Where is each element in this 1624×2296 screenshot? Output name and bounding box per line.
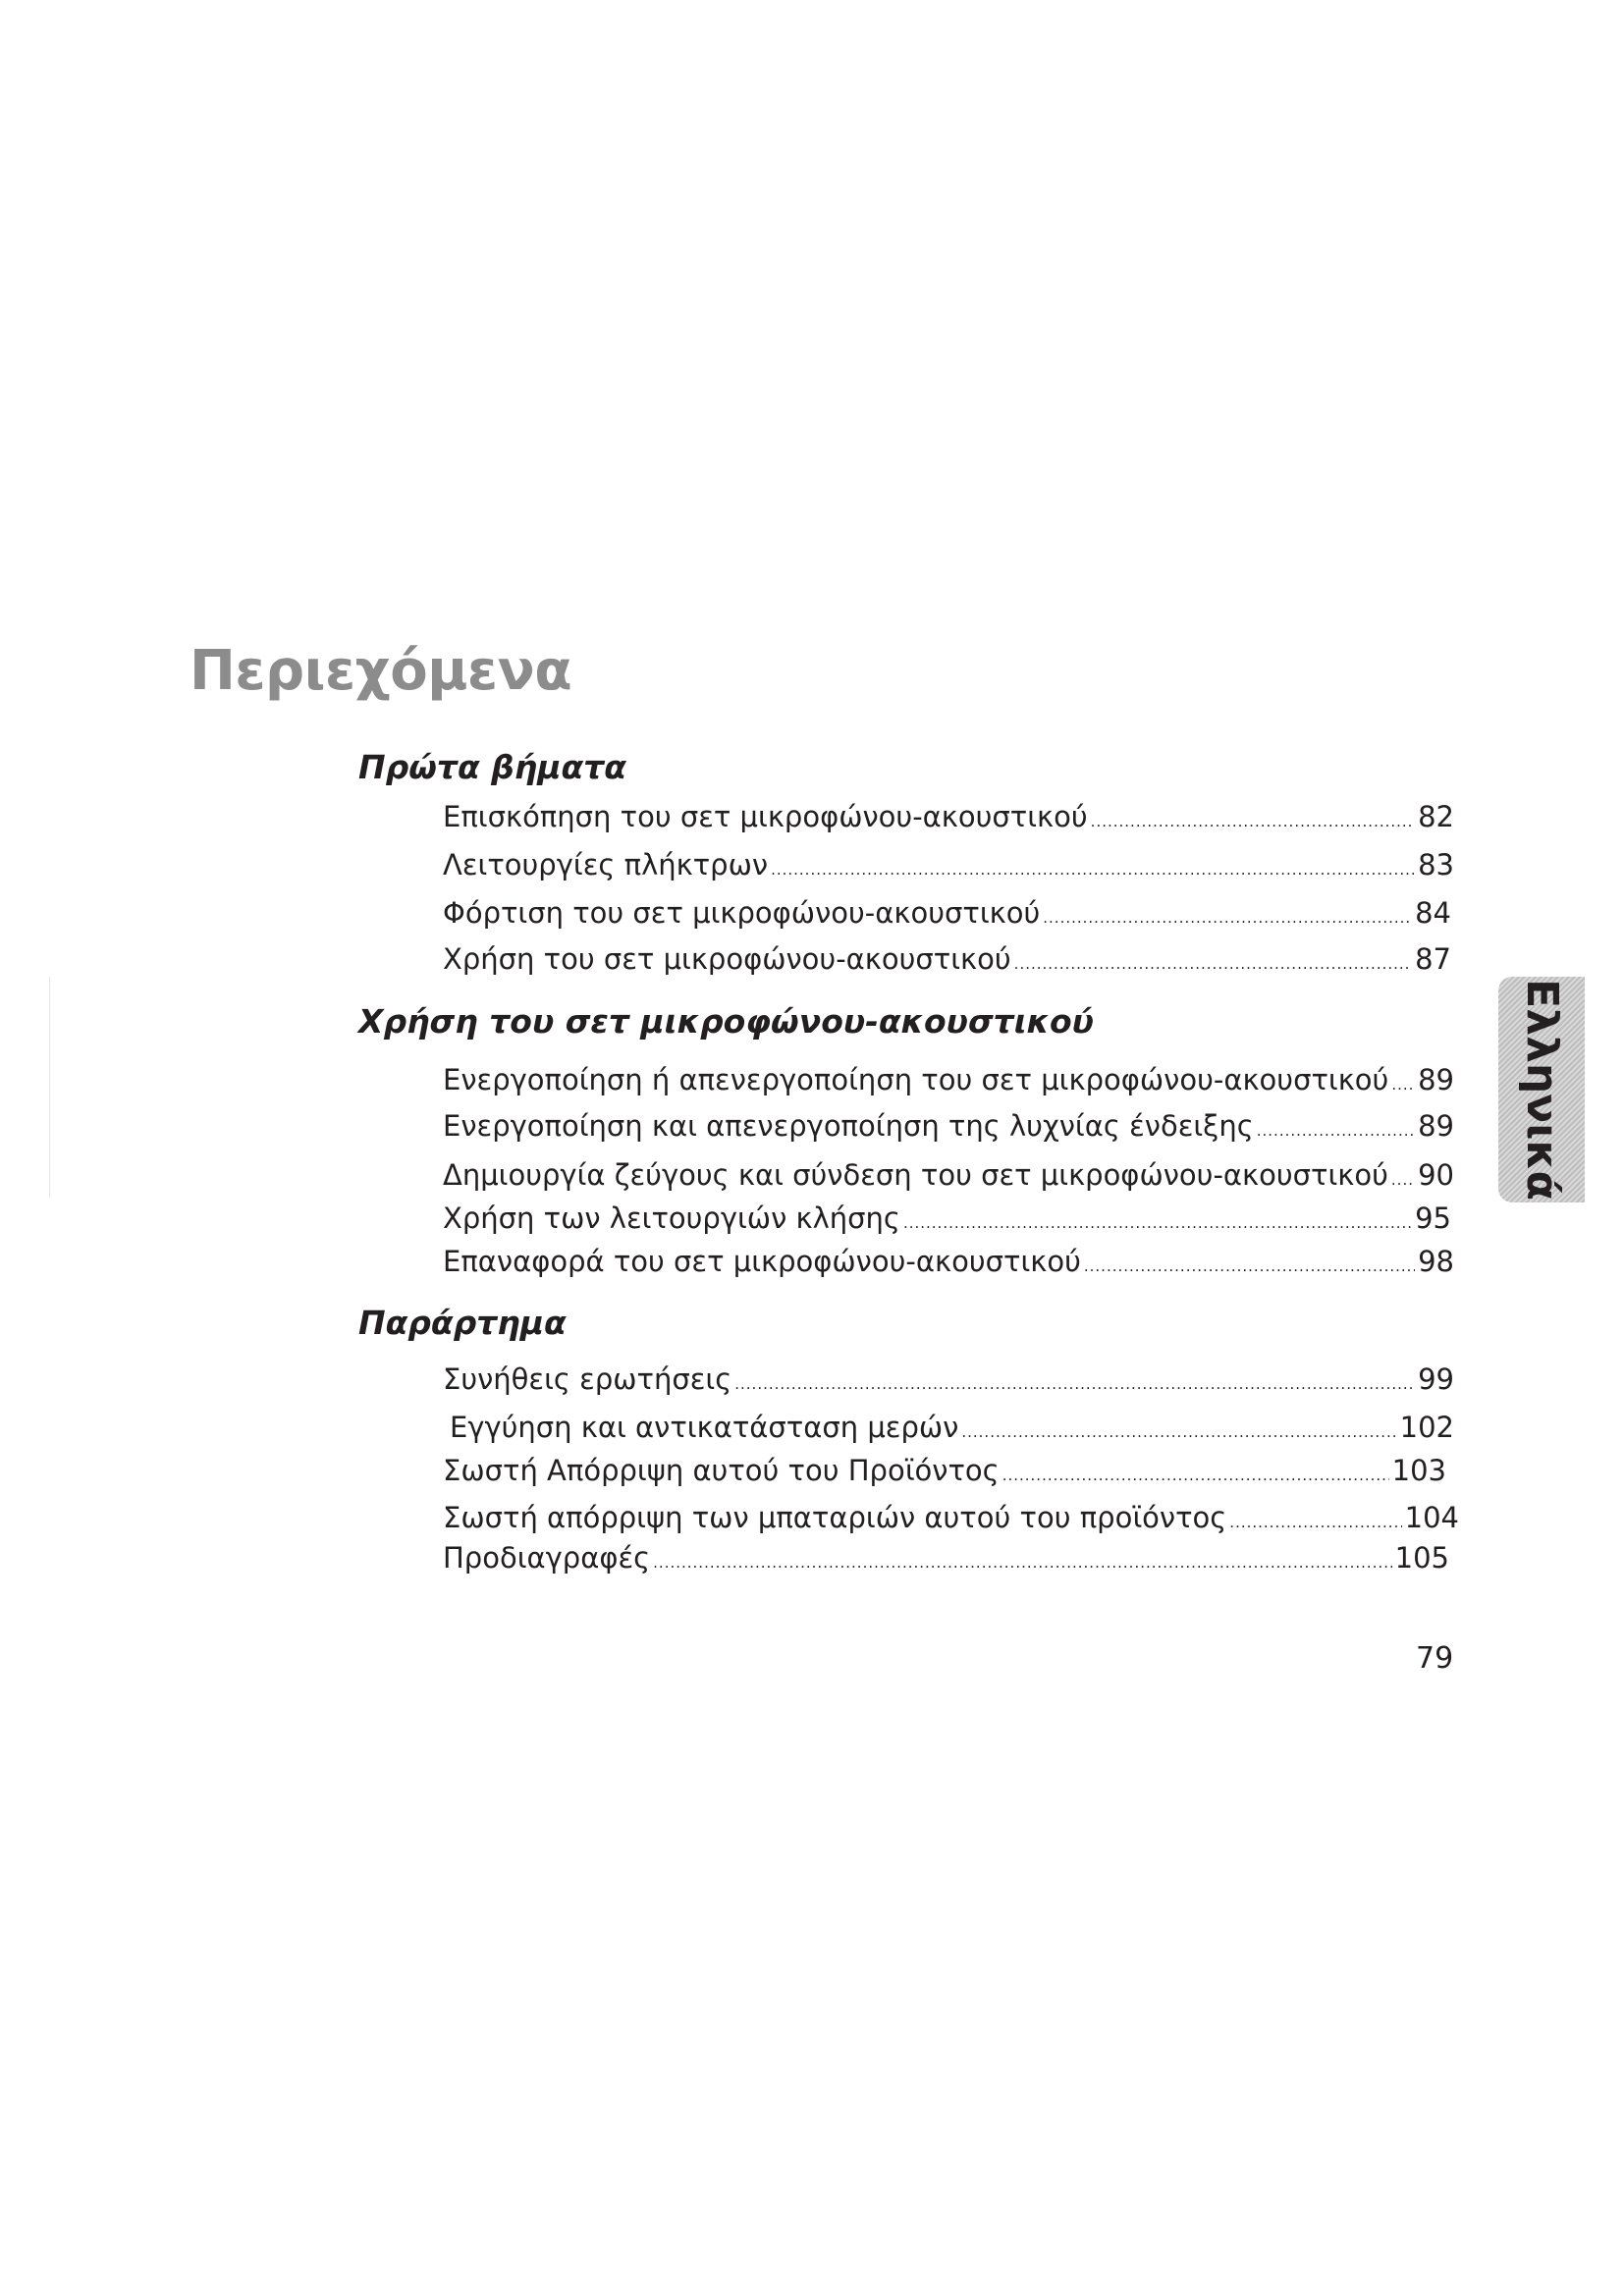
toc-entry-page: 89 xyxy=(1418,1063,1454,1096)
toc-entry[interactable] xyxy=(443,845,1454,889)
toc-entry-label: Χρήση του σετ μικροφώνου-ακουστικού xyxy=(443,942,1011,976)
toc-entry-page: 90 xyxy=(1418,1158,1454,1192)
dot-leader xyxy=(1229,1503,1401,1542)
language-tab-label: Ελληνικά xyxy=(1517,979,1567,1201)
dot-leader xyxy=(1084,1247,1415,1286)
page-number: 79 xyxy=(1416,1641,1454,1676)
toc-entry[interactable] xyxy=(443,1106,1454,1150)
dot-leader xyxy=(1257,1111,1415,1150)
toc-entry-page: 84 xyxy=(1415,896,1451,930)
toc-entry-label: Λειτουργίες πλήκτρων xyxy=(443,848,769,881)
toc-entry-label: Εγγύηση και αντικατάσταση μερών xyxy=(450,1411,959,1444)
dot-leader xyxy=(653,1543,1391,1582)
toc-entry-label: Συνήθεις ερωτήσεις xyxy=(443,1362,732,1396)
binding-line xyxy=(49,977,50,1198)
dot-leader xyxy=(771,850,1415,889)
toc-entry-label: Χρήση των λειτουργιών κλήσης xyxy=(443,1201,900,1235)
dot-leader xyxy=(903,1203,1412,1243)
toc-entry-page: 83 xyxy=(1418,848,1454,881)
toc-entry-page: 105 xyxy=(1394,1541,1449,1575)
toc-entry-page: 102 xyxy=(1399,1411,1454,1444)
toc-entry-label: Σωστή απόρριψη των μπαταριών αυτού του προϊόντος xyxy=(443,1501,1227,1534)
page-title: Περιεχόμενα xyxy=(189,639,572,703)
toc-entry-page: 95 xyxy=(1415,1201,1451,1235)
toc-entry-page: 82 xyxy=(1418,800,1454,833)
toc-entry-label: Επισκόπηση του σετ μικροφώνου-ακουστικού xyxy=(443,800,1088,833)
dot-leader xyxy=(1002,1456,1389,1495)
section-heading-getting-started: Πρώτα βήματα xyxy=(358,748,626,786)
toc-entry[interactable] xyxy=(443,1498,1459,1542)
dot-leader xyxy=(961,1413,1396,1452)
toc-entry-label: Επαναφορά του σετ μικροφώνου-ακουστικού xyxy=(443,1245,1081,1278)
dot-leader xyxy=(1091,802,1415,841)
toc-entry-label: Ενεργοποίηση και απενεργοποίηση της λυχνίας ένδειξης xyxy=(443,1109,1254,1143)
toc-entry[interactable] xyxy=(450,1408,1454,1452)
toc-entry-page: 98 xyxy=(1418,1245,1454,1278)
section-heading-appendix: Παράρτημα xyxy=(358,1304,567,1342)
toc-entry-label: Φόρτιση του σετ μικροφώνου-ακουστικού xyxy=(443,896,1041,930)
toc-entry[interactable] xyxy=(443,1242,1454,1286)
toc-entry[interactable] xyxy=(443,1360,1454,1404)
toc-entry-label: Δημιουργία ζεύγους και σύνδεση του σετ μικροφώνου-ακουστικού xyxy=(443,1158,1388,1192)
toc-entry[interactable] xyxy=(443,893,1451,937)
toc-entry-page: 99 xyxy=(1418,1362,1454,1396)
toc-entry-page: 103 xyxy=(1391,1454,1446,1487)
toc-entry[interactable] xyxy=(443,1199,1451,1243)
dot-leader xyxy=(1391,1160,1415,1200)
toc-entry-page: 87 xyxy=(1415,942,1451,976)
toc-entry[interactable] xyxy=(443,1060,1454,1104)
dot-leader xyxy=(734,1364,1415,1404)
dot-leader xyxy=(1391,1065,1415,1104)
dot-leader xyxy=(1043,898,1412,937)
toc-entry-label: Ενεργοποίηση ή απενεργοποίηση του σετ μικροφώνου-ακουστικού xyxy=(443,1063,1389,1096)
toc-entry[interactable] xyxy=(443,797,1454,841)
toc-entry[interactable] xyxy=(443,1451,1446,1495)
toc-entry[interactable] xyxy=(443,939,1451,984)
language-tab xyxy=(1498,977,1585,1202)
toc-entry-page: 89 xyxy=(1418,1109,1454,1143)
toc-entry-page: 104 xyxy=(1404,1501,1459,1534)
section-heading-using-headset: Χρήση του σετ μικροφώνου-ακουστικού xyxy=(358,1002,1094,1041)
toc-entry-label: Προδιαγραφές xyxy=(443,1541,651,1575)
dot-leader xyxy=(1014,944,1412,984)
toc-entry[interactable] xyxy=(443,1155,1454,1200)
toc-entry[interactable] xyxy=(443,1538,1449,1582)
toc-entry-label: Σωστή Απόρριψη αυτού του Προϊόντος xyxy=(443,1454,1000,1487)
